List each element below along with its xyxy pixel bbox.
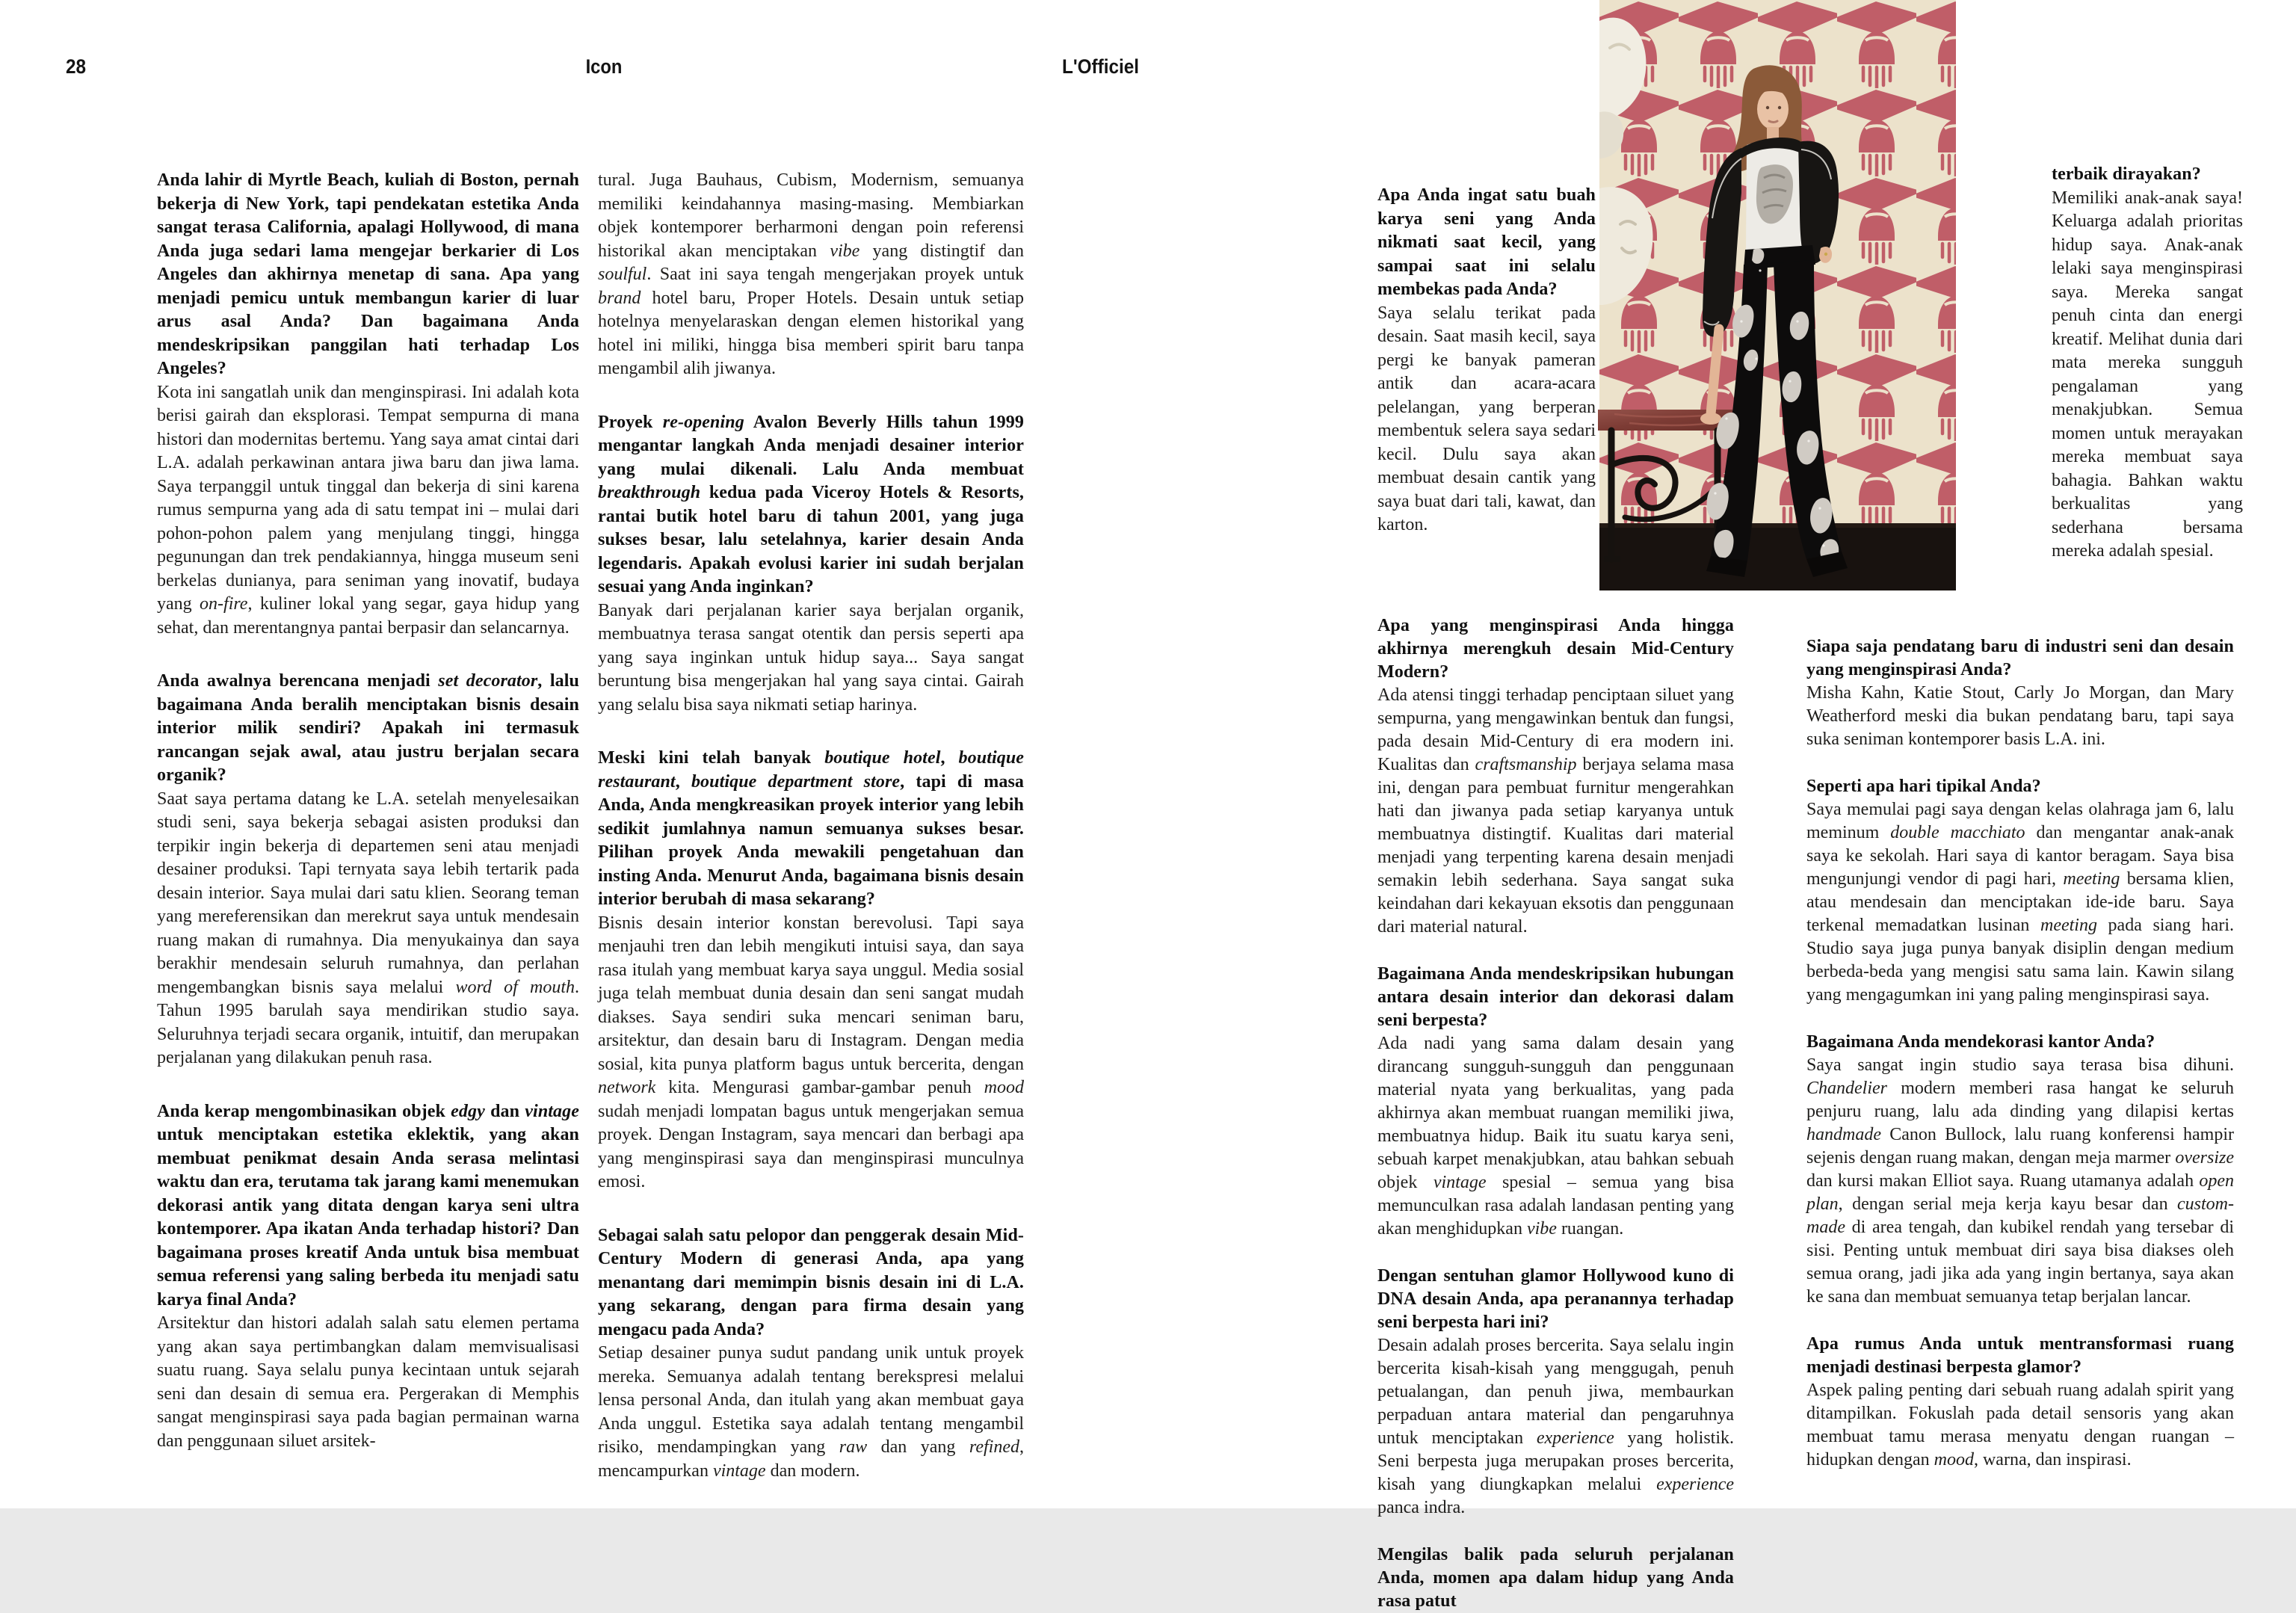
question-text: Bagaimana Anda mendekorasi kantor Anda? [1806,1032,2155,1052]
question-text: Seperti apa hari tipikal Anda? [1806,777,2041,796]
question-text: Anda awalnya berencana menjadi set decorator, lalu bagaimana Anda beralih menciptakan bisnis desain interior milik sendiri? Apakah ini termasuk rancangan sejak awal, atau justru berjalan secara organik? [157,671,579,785]
editorial-photo-art [1599,0,1956,590]
question-text: Dengan sentuhan glamor Hollywood kuno di DNA desain Anda, apa peranannya terhadap seni berpesta hari ini? [1377,1266,1734,1332]
column-beside-photo-left [1377,184,1596,537]
answer-text: Misha Kahn, Katie Stout, Carly Jo Morgan, dan Mary Weatherford meski dia bukan pendatang baru, tapi saya suka seniman kontemporer basis L.A. ini. [1806,683,2234,749]
question-text: Proyek re-opening Avalon Beverly Hills tahun 1999 mengantar langkah Anda menjadi desainer interior yang mulai dikenali. Lalu Anda membuat breakthrough kedua pada Viceroy Hotels & Resorts, rantai butik hotel baru di tahun 2001, yang juga sukses besar, lalu setelahnya, karier desain Anda legendaris. Apakah evolusi karier ini sudah berjalan sesuai yang Anda inginkan? [598,412,1024,596]
question-text: Mengilas balik pada seluruh perjalanan Anda, momen apa dalam hidup yang Anda rasa patut [1377,1545,1734,1611]
question-text: terbaik dirayakan? [2052,164,2201,184]
magazine-title: L'Officiel [1062,55,1139,78]
floor [1599,523,1956,590]
question-text: Anda kerap mengombinasikan objek edgy dan vintage untuk menciptakan estetika eklektik, yang akan membuat penikmat desain Anda serasa melintasi waktu dan era, terutama tak jarang kami menemukan dekorasi antik yang ditata dengan karya seni ultra kontemporer. Apa ikatan Anda terhadap histori? Dan bagaimana proses kreatif Anda untuk bisa membuat semua referensi yang saling berbeda itu menjadi satu karya final Anda? [157,1101,579,1310]
page-number: 28 [66,55,87,78]
answer-text: Ada nadi yang sama dalam desain yang dirancang sungguh-sungguh dan penggunaan material nyata yang berkualitas, yang pada akhirnya akan membuat ruangan memiliki jiwa, membuatnya hidup. Baik itu suatu karya seni, sebuah karpet menakjubkan, atau bahkan sebuah objek vintage spesial – semua yang bisa memunculkan rasa adalah landasan penting yang akan menghidupkan vibe ruangan. [1377,1034,1734,1239]
answer-text: Memiliki anak-anak saya! Keluarga adalah prioritas hidup saya. Anak-anak lelaki saya menginspirasi saya. Mereka sangat penuh cinta dan energi kreatif. Melihat dunia dari mata mereka sungguh pengalaman yang menakjubkan. Semua momen untuk merayakan mereka membuat saya bahagia. Bahkan waktu berkualitas yang sederhana bersama mereka adalah spesial. [2052,188,2243,561]
answer-text: Desain adalah proses bercerita. Saya selalu ingin bercerita kisah-kisah yang menggugah, penuh petualangan, dan penuh jiwa, membaurkan perpaduan antara material dan pengaruhnya untuk menciptakan experience yang holistik. Seni berpesta juga merupakan proses bercerita, kisah yang diungkapkan melalui experience panca indra. [1377,1336,1734,1517]
column-left-1 [157,169,579,1453]
question-text: Meski kini telah banyak boutique hotel, boutique restaurant, boutique department store, tapi di masa Anda, Anda mengkreasikan proyek interior yang lebih sedikit jumlahnya namun semuanya sukses besar. Pilihan proyek Anda mewakili pengetahuan dan insting Anda. Menurut Anda, bagaimana bisnis desain interior berubah di masa sekarang? [598,748,1025,909]
question-text: Apa yang menginspirasi Anda hingga akhirnya merengkuh desain Mid-Century Modern? [1377,616,1734,682]
question-text: Apa rumus Anda untuk mentransformasi ruang menjadi destinasi berpesta glamor? [1806,1334,2234,1377]
hand-on-table [1700,413,1721,425]
section-title: Icon [585,55,623,78]
answer-text: Saya selalu terikat pada desain. Saat masih kecil, saya pergi ke banyak pameran antik dan acara-acara pelelangan, yang berperan membentuk selera saya sedari kecil. Dulu saya akan membuat desain cantik yang saya buat dari tali, kawat, dan karton. [1377,303,1596,534]
question-text: Apa Anda ingat satu buah karya seni yang Anda nikmati saat kecil, yang sampai saat ini selalu membekas pada Anda? [1377,185,1596,299]
answer-text: tural. Juga Bauhaus, Cubism, Modernism, semuanya memiliki keindahannya masing-masing. Membiarkan objek kontemporer berharmoni dengan poin referensi historikal akan menciptakan vibe yang distingtif dan soulful. Saat ini saya tengah mengerjakan proyek untuk brand hotel baru, Proper Hotels. Desain untuk setiap hotelnya menyelaraskan dengan elemen historikal yang hotel ini miliki, hingga bisa memberi spirit baru tanpa mengambil alih jiwanya. [598,170,1024,378]
baseboard-edge [1599,523,1956,528]
answer-text: Kota ini sangatlah unik dan menginspirasi. Ini adalah kota berisi gairah dan eksplorasi. Tempat sempurna di mana histori dan modernitas bertemu. Yang saya amat cintai dari L.A. adalah perkawinan antara jiwa baru dan jiwa lama. Saya terpanggil untuk tinggal dan bekerja di sini karena rumus sempurna yang ada di satu tempat ini – mulai dari pohon-pohon palem yang menjulang tinggi, hingga pegunungan dan trek pendakiannya, hingga museum seni berkelas dunianya, para seniman yang inovatif, budaya yang on-fire, kuliner lokal yang segar, gaya hidup yang sehat, dan merentangnya pantai berpasir dan selancarnya. [157,382,580,638]
column-left-2 [598,169,1024,1483]
question-text: Bagaimana Anda mendeskripsikan hubungan antara desain interior dan dekorasi dalam seni berpesta? [1377,964,1734,1030]
answer-text: Saat saya pertama datang ke L.A. setelah menyelesaikan studi seni, saya bekerja sebagai asisten produksi dan terpikir ingin bekerja di departemen seni atau menjadi desainer produksi. Tapi ternyata saya lebih tertarik pada desain interior. Saya mulai dari satu klien. Seorang teman yang mereferensikan dan merekrut saya untuk mendesain ruang makan di rumahnya. Dia menyukainya dan saya berakhir mendesain seluruh rumahnya, dan perlahan mengembangkan bisnis saya melalui word of mouth. Tahun 1995 barulah saya mendirikan studio saya. Seluruhnya terjadi secara organik, intuitif, dan merupakan perjalanan yang dilakukan penuh rasa. [157,789,579,1067]
answer-text: Setiap desainer punya sudut pandang unik untuk proyek mereka. Semuanya adalah tentang berekspresi melalui lensa personal Anda, dan itulah yang akan membuat gaya Anda unggul. Estetika saya adalah tentang mengambil risiko, mendampingkan yang raw dan yang refined, mencampurkan vintage dan modern. [598,1343,1024,1481]
editorial-photo [1599,0,1956,590]
question-text: Anda lahir di Myrtle Beach, kuliah di Boston, pernah bekerja di New York, tapi pendekatan estetika Anda sangat terasa California, apalagi Hollywood, di mana Anda juga sedari lama mengejar berkarier di Los Angeles dan akhirnya menetap di sana. Apa yang menjadi pemicu untuk membangun karier di luar arus asal Anda? Dan bagaimana Anda mendeskripsikan panggilan hati terhadap Los Angeles? [157,170,579,378]
answer-text: Saya sangat ingin studio saya terasa bisa dihuni. Chandelier modern memberi rasa hangat ke seluruh penjuru ruang, lalu ada dinding yang dilapisi kertas handmade Canon Bullock, lalu ruang konferensi hampir sejenis dengan ruang makan, dengan meja marmer oversize dan kursi makan Elliot saya. Ruang utamanya adalah open plan, dengan serial meja kerja kayu besar dan custom-made di area tengah, dan kubikel rendah yang tersebar di sisi. Penting untuk membuat diri saya bisa diakses oleh semua orang, jadi jika ada yang ingin bertanya, saya akan ke sana dan membuat semuanya tetap berjalan lancar. [1806,1055,2234,1307]
question-text: Siapa saja pendatang baru di industri seni dan desain yang menginspirasi Anda? [1806,637,2234,679]
column-right-2 [1806,611,2234,1472]
answer-text: Aspek paling penting dari sebuah ruang adalah spirit yang ditampilkan. Fokuslah pada detail sensoris yang akan membuat tamu merasa menyatu dengan ruangan – hidupkan dengan mood, warna, dan inspirasi. [1806,1381,2234,1469]
answer-text: Bisnis desain interior konstan berevolusi. Tapi saya menjauhi tren dan lebih mengikuti intuisi saya, dan saya rasa itulah yang membuat karya saya unggul. Media sosial juga telah membuat dunia desain dan seni sangat mudah diakses. Saya sendiri suka mencari seniman baru, arsitektur, dan desain baru di Instagram. Dengan media sosial, kita punya platform bagus untuk bercerita, dengan network kita. Mengurasi gambar-gambar penuh mood sudah menjadi lompatan bagus untuk mengerjakan semua proyek. Dengan Instagram, saya mencari dan berbagi apa yang menginspirasi saya dan menginspirasi munculnya emosi. [598,913,1024,1191]
answer-text: Saya memulai pagi saya dengan kelas olahraga jam 6, lalu meminum double macchiato dan mengantar anak-anak saya ke sekolah. Hari saya di kantor beragam. Saya bisa mengunjungi vendor di pagi hari, meeting bersama klien, atau mendesain dan menciptakan ide-ide baru. Saya terkenal memadatkan lusinan meeting pada siang hari. Studio saya juga punya banyak disiplin dengan medium berbeda-beda yang mengisi satu sama lain. Kawin silang yang mengagumkan ini yang paling menginspirasi saya. [1806,800,2234,1005]
answer-text: Arsitektur dan histori adalah salah satu elemen pertama yang akan saya pertimbangkan dalam memvisualisasi suatu ruang. Saya selalu punya kecintaan untuk sejarah seni dan desain di semua era. Pergerakan di Memphis sangat menginspirasi saya pada bagian permainan warna dan penggunaan siluet arsitek- [157,1313,579,1451]
answer-text: Ada atensi tinggi terhadap penciptaan siluet yang sempurna, yang mengawinkan bentuk dan fungsi, pada desain Mid-Century di era modern ini. Kualitas dan craftsmanship berjaya selama masa ini, dengan para pembuat furnitur mengerahkan hati dan jiwanya pada setiap karyanya untuk membuatnya distingtif. Kualitas dari material menjadi yang terpenting karena desain menjadi semakin lebih sederhana. Saya sangat suka keindahan dari kekayuan eksotis dan penggunaan dari material natural. [1377,685,1734,937]
column-right-1 [1377,590,1734,1613]
answer-text: Banyak dari perjalanan karier saya berjalan organik, membuatnya terasa sangat otentik dan persis seperti apa yang saya inginkan untuk hidup saya... Saya sangat beruntung bisa mengerjakan hal yang saya cintai. Gairah yang selalu bisa saya nikmati setiap harinya. [598,600,1024,715]
question-text: Sebagai salah satu pelopor dan penggerak desain Mid-Century Modern di generasi Anda, apa yang menantang dari memimpin bisnis desain ini di L.A. yang sekarang, dengan para firma desain yang mengacu pada Anda? [598,1225,1024,1339]
column-beside-photo-right [2052,163,2243,564]
